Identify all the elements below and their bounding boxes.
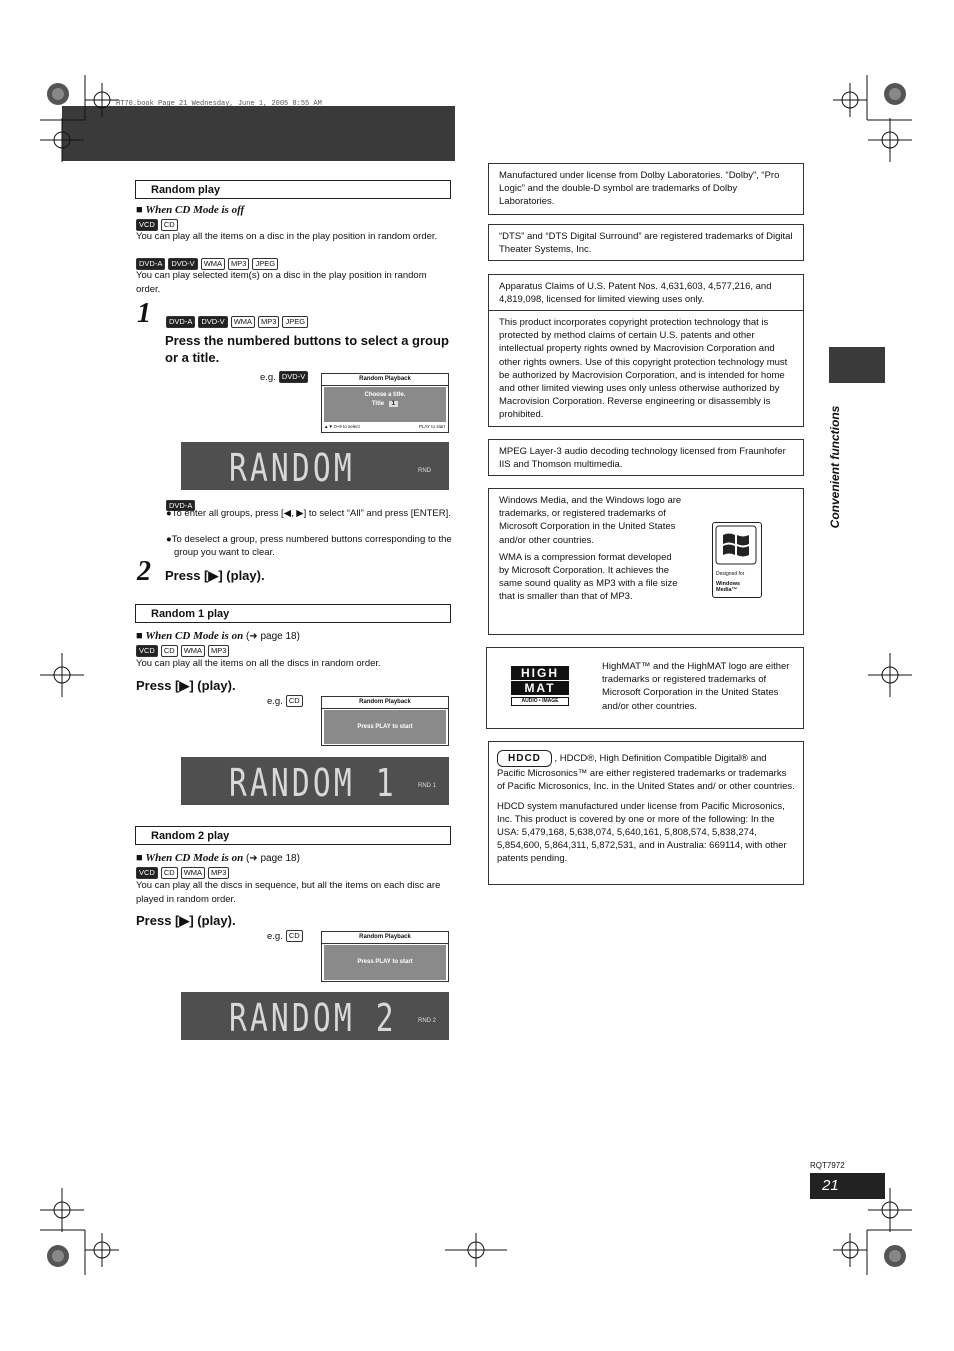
random1-text: You can play all the items on all the discs in random order. <box>136 658 381 669</box>
badge: DVD-A <box>136 258 165 270</box>
hdcd-text-1: , HDCD®, High Definition Compatible Digital® and Pacific Microsonics™ are either registered trademarks or trademarks of Pacific Microsonics, Inc. in the United States and/ or other countries. <box>497 753 795 793</box>
windows-logo-caption: Designed for <box>716 571 745 578</box>
osd-panel: Press PLAY to start <box>324 710 446 744</box>
badge: WMA <box>181 867 205 879</box>
example-label: e.g. DVD-V <box>260 371 308 383</box>
section-title-random1-play: Random 1 play <box>135 604 451 623</box>
notice-dolby: Manufactured under license from Dolby Laboratories. “Dolby”, “Pro Logic” and the double-D symbol are trademarks of Dolby Laboratories. <box>488 163 804 215</box>
hdcd-text-2: HDCD system manufactured under license from Pacific Microsonics, Inc. This product is covered by one or more of the following: In the USA: 5,479,168, 5,638,074, 5,640,161, 5,808,574, 5,838,274, 5,854,600, 5,864,311, 5,872,531, and in Australia: 669114, with other patents pending. <box>497 800 787 865</box>
badge: DVD-A <box>166 500 195 511</box>
random-group2-text: You can play selected item(s) on a disc in the play position in random order. <box>136 270 427 295</box>
badge: DVD-V <box>168 258 197 270</box>
osd-title: Random Playback <box>322 697 448 709</box>
step-number-2: 2 <box>137 556 151 587</box>
notice-mpeg: MPEG Layer-3 audio decoding technology licensed from Fraunhofer IIS and Thomson multimedia. <box>488 439 804 476</box>
step-number-1: 1 <box>137 298 151 329</box>
osd-line: Title <box>371 401 385 407</box>
badge: DVD-A <box>166 316 195 328</box>
badge: WMA <box>181 645 205 657</box>
osd-title: Random Playback <box>322 932 448 944</box>
badge: MP3 <box>228 258 249 270</box>
color-target-icon <box>47 83 906 1267</box>
badge: MP3 <box>208 867 229 879</box>
document-code: RQT7972 <box>810 1161 845 1170</box>
badge: CD <box>286 695 303 707</box>
osd-footer-right: PLAY to start <box>418 424 445 429</box>
highmat-text: HighMAT™ and the HighMAT logo are either trademarks or registered trademarks of Microsoft Corporation in the United States and/or other countries. <box>602 661 790 712</box>
badge: VCD <box>136 219 158 231</box>
bullet-enter-all: ●To enter all groups, press [◀, ▶] to select “All” and press [ENTER]. <box>166 508 451 519</box>
lcd-indicator: RND 2 <box>418 1018 437 1024</box>
osd-footer-left: ▲▼ 0~9 to select <box>324 424 360 429</box>
lcd-text: RANDOM 1 <box>229 761 397 805</box>
highmat-logo-text: AUDIO • IMAGE <box>511 697 569 706</box>
section-title-random2-play: Random 2 play <box>135 826 451 845</box>
osd-panel: Press PLAY to start <box>324 945 446 980</box>
random-group1-text: You can play all the items on a disc in the play position in random order. <box>136 231 438 242</box>
badge: MP3 <box>208 645 229 657</box>
section-title-random-play: Random play <box>135 180 451 199</box>
windows-logo-caption: Media™ <box>716 587 738 594</box>
example-label: e.g. CD <box>267 695 303 707</box>
step2-instruction: Press [▶] (play). <box>165 568 265 583</box>
badge: JPEG <box>252 258 278 270</box>
print-line: HT70.book Page 21 Wednesday, June 1, 2005 8:55 AM <box>116 100 322 108</box>
page-number: 21 <box>810 1173 885 1199</box>
osd-title-value: 1 <box>389 401 398 407</box>
bullet-deselect: ●To deselect a group, press numbered buttons corresponding to the group you want to clear. <box>166 534 452 558</box>
badge: CD <box>286 930 303 942</box>
random2-text: You can play all the discs in sequence, but all the items on each disc are played in random order. <box>136 880 441 905</box>
badge: WMA <box>201 258 225 270</box>
random1-press: Press [▶] (play). <box>136 678 236 693</box>
step1-instruction: Press the numbered buttons to select a group or a title. <box>165 333 449 365</box>
badge: JPEG <box>282 316 308 328</box>
badge: DVD-V <box>279 371 308 383</box>
condition-cd-off: ■ When CD Mode is off <box>136 204 245 216</box>
badge: DVD-V <box>198 316 227 328</box>
lcd-indicator: RND 1 <box>418 783 437 789</box>
badge: CD <box>161 645 178 657</box>
badge: CD <box>161 867 178 879</box>
notice-dts: “DTS” and “DTS Digital Surround” are registered trademarks of Digital Theater Systems, Inc. <box>488 224 804 261</box>
badge: CD <box>161 219 178 231</box>
lcd-text: RANDOM <box>229 446 355 490</box>
condition-cd-on: ■ When CD Mode is on (➜ page 18) <box>136 630 300 642</box>
hdcd-logo: HDCD <box>497 750 552 767</box>
example-label: e.g. CD <box>267 930 303 942</box>
osd-line: Choose a title. <box>364 392 406 398</box>
notice-patent: Apparatus Claims of U.S. Patent Nos. 4,631,603, 4,577,216, and 4,819,098, licensed for limited viewing uses only. <box>488 274 804 311</box>
osd-title: Random Playback <box>322 374 448 386</box>
notice-macrovision: This product incorporates copyright protection technology that is protected by method claims of certain U.S. patents and other intellectual property rights owned by Macrovision Corporation and other rights owners. Use of this copyright protection technology must be authorized by Macrovision Corporation, and is intended for home and other limited viewing uses only unless otherwise authorized by Macrovision Corporation. Reverse engineering or disassembly is prohibited. <box>488 310 804 427</box>
random2-press: Press [▶] (play). <box>136 913 236 928</box>
badge: WMA <box>231 316 255 328</box>
windows-text-2: WMA is a compression format developed by Microsoft Corporation. It achieves the same sound quality as MP3 with a file size that is smaller than that of MP3. <box>499 551 678 603</box>
badge: VCD <box>136 867 158 879</box>
windows-logo-caption: Windows <box>716 581 741 588</box>
highmat-logo-text: HIGH <box>511 666 569 680</box>
highmat-logo-text: MAT <box>511 681 569 695</box>
condition-cd-on: ■ When CD Mode is on (➜ page 18) <box>136 852 300 864</box>
badge: MP3 <box>258 316 279 328</box>
lcd-text: RANDOM 2 <box>229 996 397 1040</box>
badge: VCD <box>136 645 158 657</box>
windows-text-1: Windows Media, and the Windows logo are trademarks, or registered trademarks of Microsoft Corporation in the United States and/or other countries. <box>499 495 682 546</box>
side-label: Convenient functions <box>828 405 842 529</box>
lcd-indicator: RND <box>418 468 431 474</box>
